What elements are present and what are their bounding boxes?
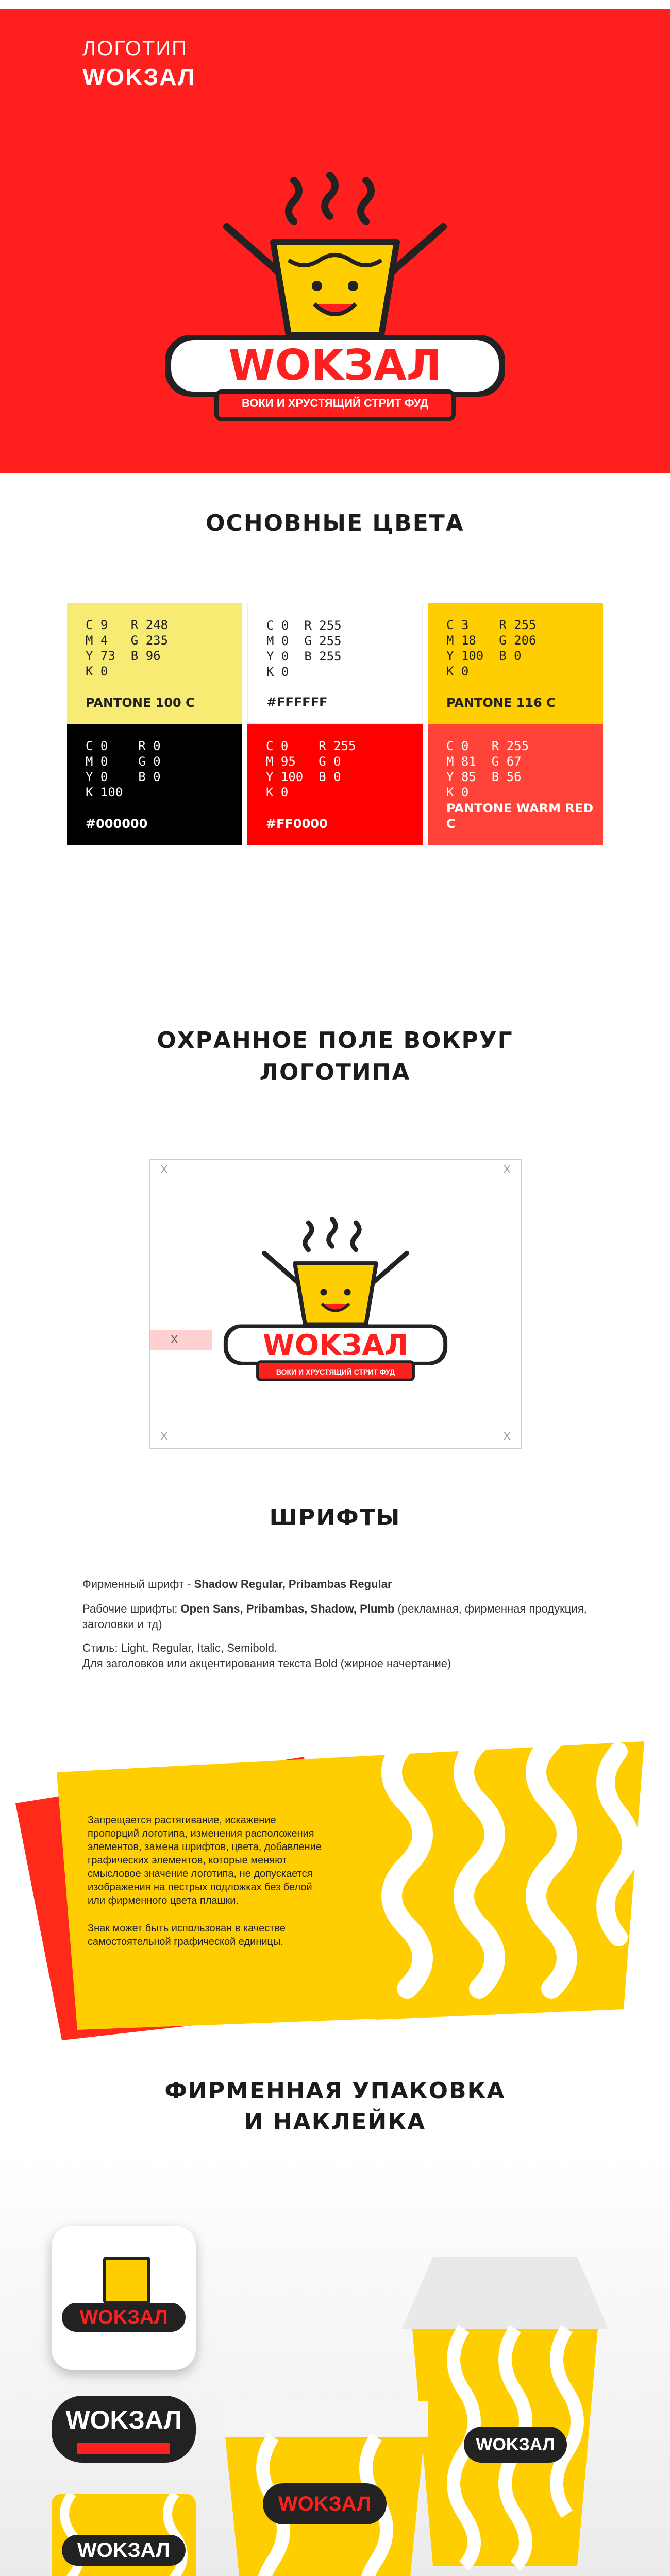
swatch-rgb-value: G 255	[304, 634, 342, 648]
packaging-box-small	[222, 2380, 428, 2576]
swatch-rgb-value: G 67	[491, 754, 522, 769]
swatch-cmyk-value: C 0	[446, 739, 469, 753]
swatch-cmyk-value: Y 0	[86, 770, 108, 784]
clear-space-title-line1: ОХРАННОЕ ПОЛЕ ВОКРУГ	[157, 1027, 513, 1054]
rules-paragraph-1: Запрещается растягивание, искажение пропорций логотипа, изменения расположения элементов, замена шрифтов, цвета, добавление графических элементов, которые меняют смысловое значение логотипа, не допускается изображения на пестрых подложках без белой или фирменного цвета плашки.	[88, 1815, 322, 1906]
swatch-rgb-value: B 0	[319, 770, 341, 784]
swatch-cmyk-value: K 0	[446, 785, 469, 800]
swatch-cmyk-value: C 0	[266, 618, 289, 633]
clear-space-mark: X	[171, 1333, 178, 1346]
swatch-cmyk-value: K 0	[446, 664, 469, 679]
swatch-code: PANTONE 116 C	[446, 696, 556, 710]
clear-space-mark: X	[503, 1430, 511, 1443]
sticker-square-white	[52, 2226, 196, 2370]
swatch-cmyk-value: K 0	[266, 665, 289, 679]
swatch-rgb-value: R 0	[138, 739, 161, 753]
logo-wordmark: WOKЗАЛ	[262, 1329, 409, 1362]
swatch-cmyk-value: M 81	[446, 754, 476, 769]
swatch-code: #FFFFFF	[266, 695, 328, 709]
swatch-code: #FF0000	[266, 817, 328, 831]
clear-space-mark: X	[160, 1430, 168, 1443]
clear-space-mark: X	[503, 1163, 511, 1176]
clear-space-frame	[149, 1159, 522, 1449]
box-wordmark: WOKЗАЛ	[278, 2493, 372, 2515]
swatch-rgb-value: R 255	[499, 618, 537, 632]
swatch-rgb-value: R 255	[319, 739, 356, 753]
sticker-wordmark: WOKЗАЛ	[79, 2307, 168, 2328]
swatch-rgb-value: R 255	[304, 618, 342, 633]
clear-space-mark: X	[160, 1163, 168, 1176]
clear-space-indicator	[150, 1330, 212, 1350]
swatch-code: PANTONE 100 C	[86, 696, 195, 710]
color-swatch	[247, 603, 423, 724]
colors-section-title: ОСНОВНЫЕ ЦВЕТА	[206, 510, 464, 536]
swatch-cmyk-value: C 3	[446, 618, 469, 632]
swatch-cmyk-value: Y 73	[86, 649, 115, 663]
swatch-cmyk-value: K 0	[86, 664, 108, 679]
sticker-wordmark: WOKЗАЛ	[77, 2539, 171, 2562]
sticker-wordmark: WOKЗАЛ	[65, 2405, 182, 2434]
box-wordmark: WOKЗАЛ	[476, 2435, 555, 2454]
swatch-rgb-value: R 255	[491, 739, 529, 753]
noodle-box-icon	[207, 1196, 464, 1412]
swatch-rgb-value: B 0	[138, 770, 161, 784]
font-styles-line: Стиль: Light, Regular, Italic, Semibold.	[82, 1641, 278, 1654]
swatch-cmyk-value: C 0	[266, 739, 289, 753]
swatch-cmyk-value: C 0	[86, 739, 108, 753]
clear-space-title-line2: ЛОГОТИПА	[259, 1059, 411, 1086]
swatch-rgb-value: B 56	[491, 770, 522, 784]
swatch-rgb-value: R 248	[130, 618, 169, 632]
swatch-cmyk-value: Y 85	[446, 770, 476, 784]
color-swatch	[428, 603, 603, 724]
swatch-rgb-value: B 0	[499, 649, 522, 663]
swatch-cmyk-value: M 0	[86, 754, 108, 769]
swatch-cmyk-value: Y 0	[266, 649, 289, 664]
swatch-cmyk-value: Y 100	[446, 649, 484, 663]
color-swatch	[428, 724, 603, 845]
font-bold-note: Для заголовков или акцентирования текста Bold (жирное начертание)	[82, 1657, 451, 1670]
swatch-cmyk-value: M 18	[446, 633, 476, 648]
swatch-code: #000000	[86, 817, 148, 831]
swatch-cmyk-value: K 100	[86, 785, 123, 800]
sticker-square-yellow	[52, 2494, 196, 2576]
swatch-cmyk-value: M 4	[86, 633, 108, 648]
sticker-wordmark-shape	[52, 2396, 196, 2463]
rules-panel	[15, 1721, 655, 2040]
brand-font-line: Фирменный шрифт - Shadow Regular, Pribambas Regular	[82, 1578, 392, 1590]
swatch-rgb-value: G 206	[499, 633, 537, 648]
rules-paragraph-2: Знак может быть использован в качестве самостоятельной графической единицы.	[88, 1923, 286, 1947]
header-subtitle: ЛОГОТИП	[82, 37, 188, 60]
clear-space-logo	[207, 1196, 464, 1412]
packaging-box-large	[402, 2226, 608, 2576]
logo-tagline: ВОКИ И ХРУСТЯЩИЙ СТРИТ ФУД	[276, 1368, 395, 1376]
swatch-rgb-value: B 255	[304, 649, 342, 664]
packaging-title-line2: И НАКЛЕЙКА	[244, 2109, 426, 2135]
header-title: WOKЗАЛ	[82, 63, 196, 90]
swatch-rgb-value: G 0	[319, 754, 341, 769]
swatch-cmyk-value: Y 100	[266, 770, 304, 784]
swatch-rgb-value: B 96	[130, 649, 161, 663]
swatch-code: PANTONE WARM RED C	[446, 801, 594, 831]
swatch-cmyk-value: M 0	[266, 634, 289, 648]
swatch-cmyk-value: K 0	[266, 785, 289, 800]
color-swatch	[247, 724, 423, 845]
fonts-section-title: ШРИФТЫ	[269, 1504, 401, 1531]
logo-tagline: ВОКИ И ХРУСТЯЩИЙ СТРИТ ФУД	[242, 397, 428, 410]
working-fonts-line: Рабочие шрифты: Open Sans, Pribambas, Shadow, Plumb (рекламная, фирменная продукция, заголовки и тд)	[82, 1602, 587, 1631]
swatch-cmyk-value: C 9	[86, 618, 108, 632]
packaging-title-line1: ФИРМЕННАЯ УПАКОВКА	[164, 2078, 506, 2104]
swatch-rgb-value: G 235	[130, 633, 169, 648]
logo-wordmark: WOKЗАЛ	[228, 341, 442, 390]
swatch-cmyk-value: M 95	[266, 754, 296, 769]
color-swatch	[67, 603, 242, 724]
swatch-rgb-value: G 0	[138, 754, 161, 769]
main-logo	[139, 170, 531, 438]
color-swatch	[67, 724, 242, 845]
